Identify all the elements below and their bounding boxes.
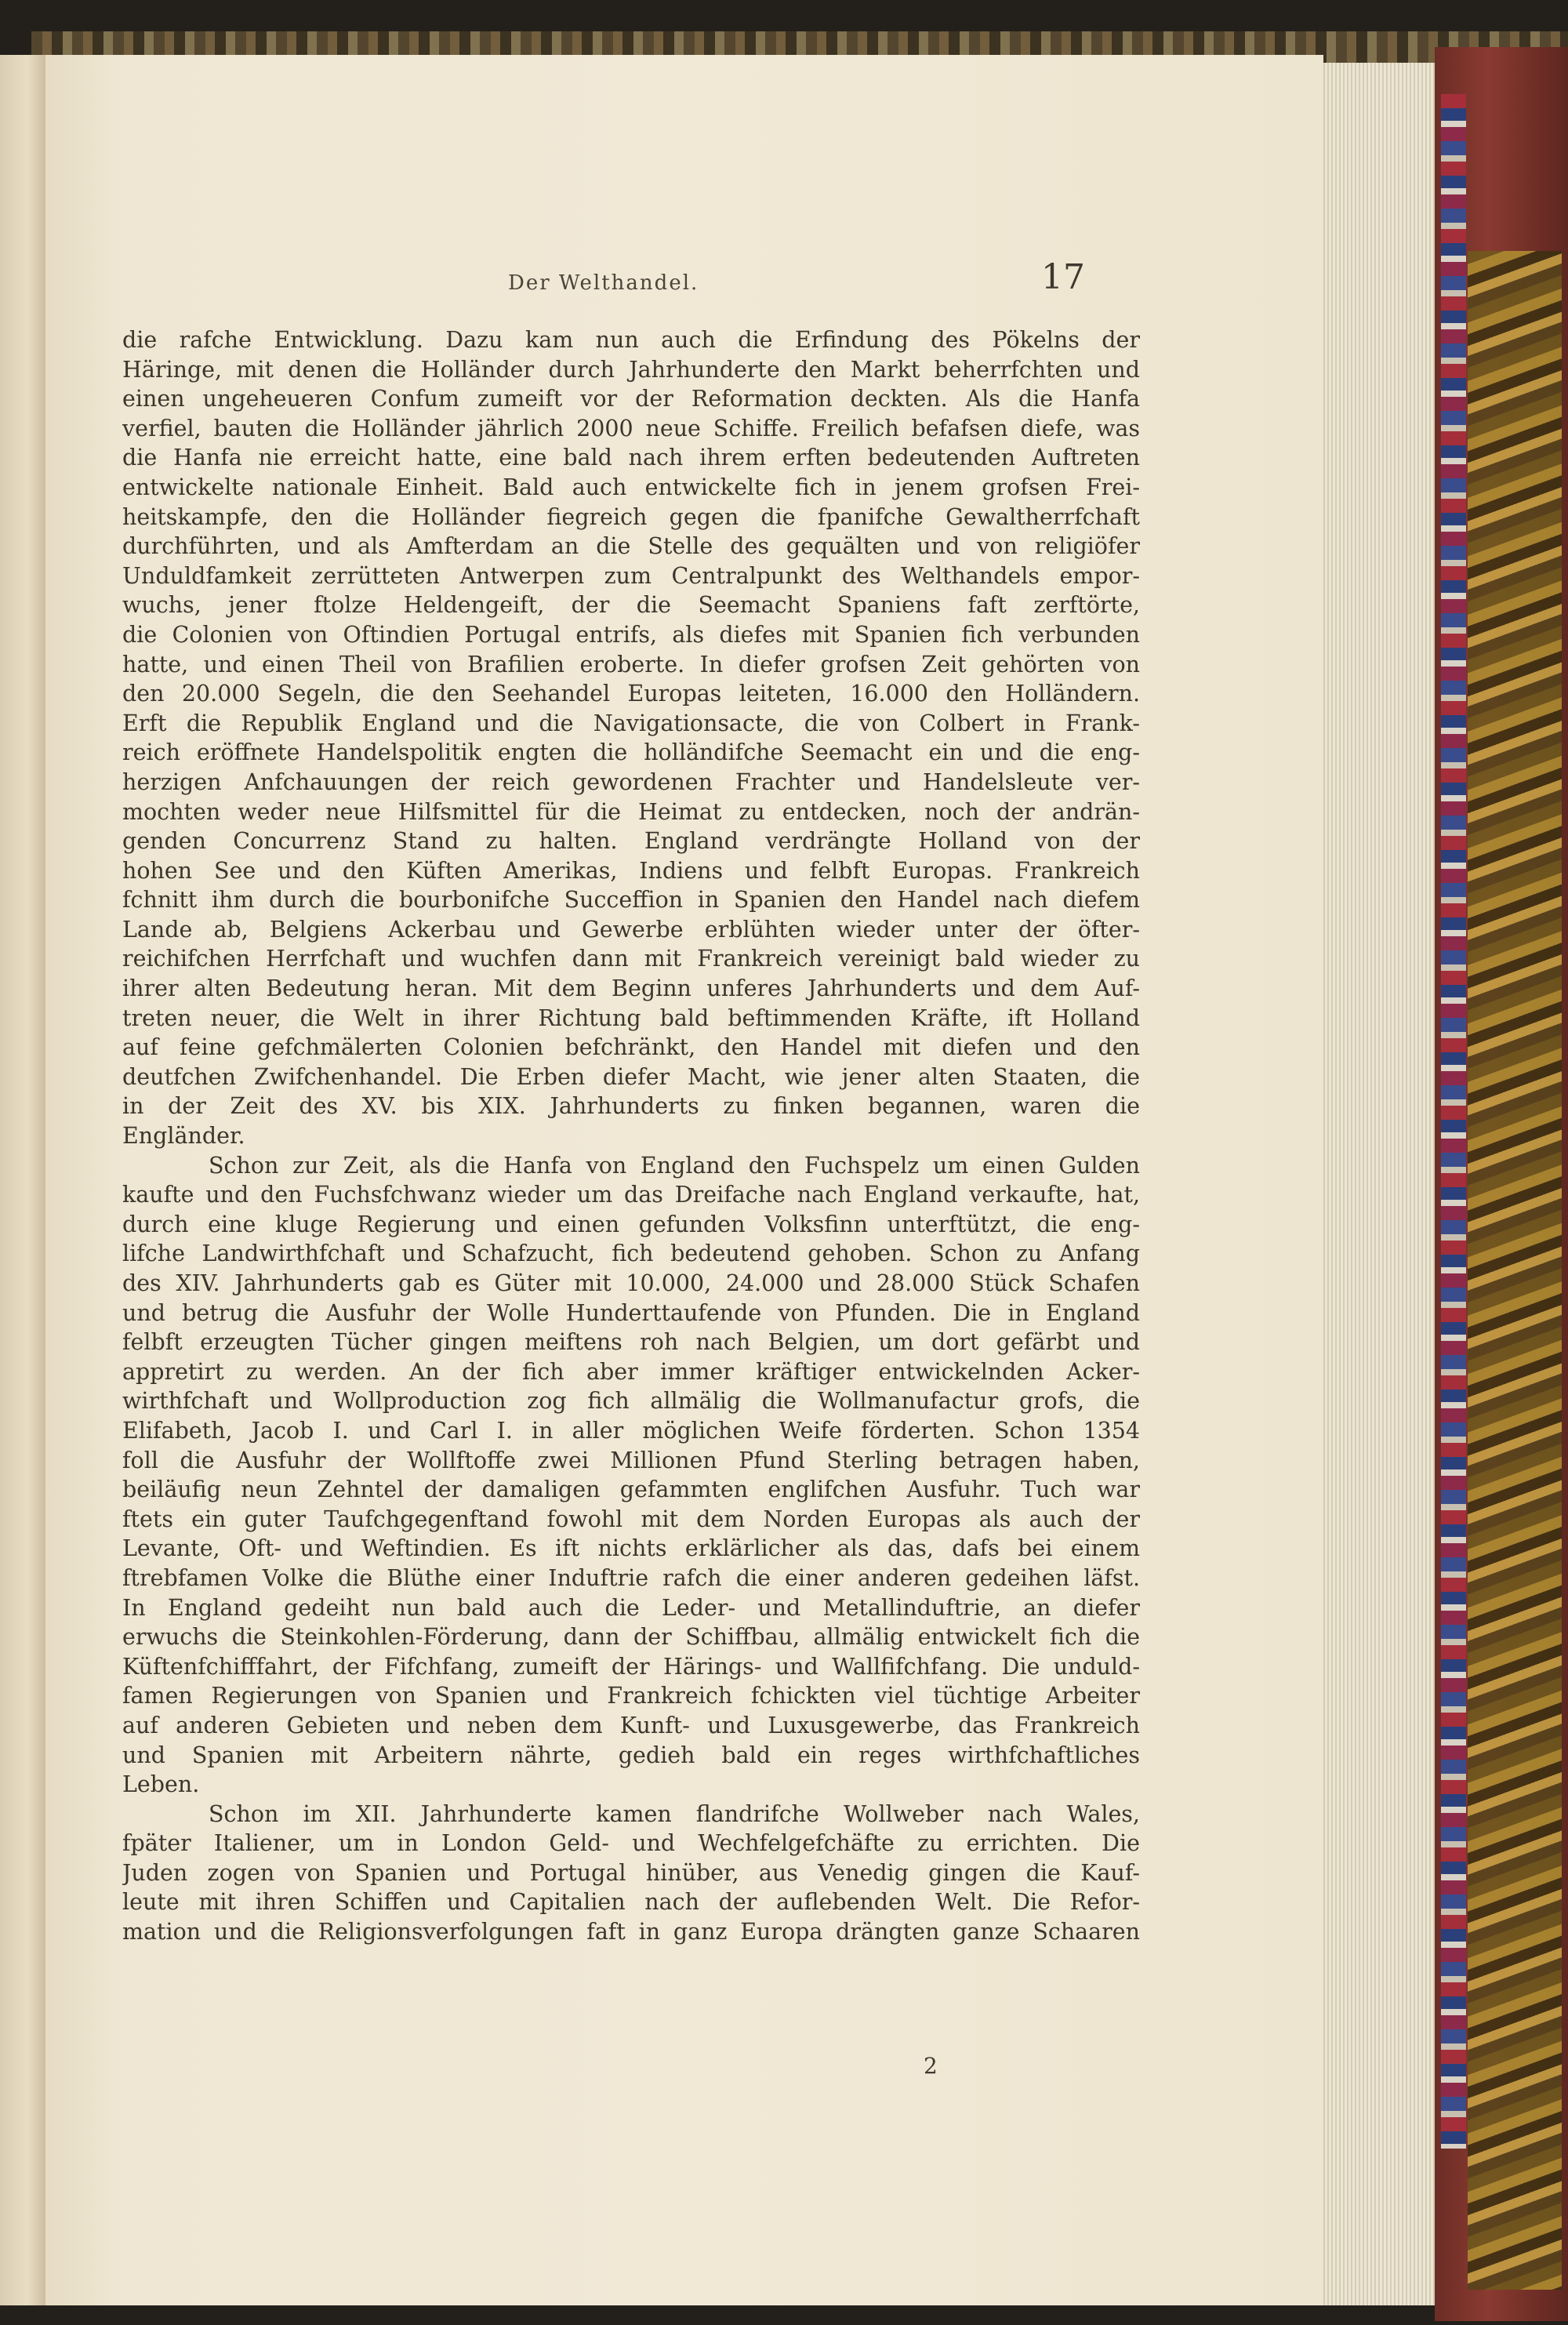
text-line: ihrer alten Bedeutung heran. Mit dem Beginn unferes Jahrhunderts und dem Auf- [122, 975, 1140, 1002]
text-line: verfiel, bauten die Holländer jährlich 2000 neue Schiffe. Freilich befafsen diefe, was [122, 415, 1140, 441]
body-text [122, 325, 1140, 1947]
text-line: wuchs, jener ftolze Heldengeift, der die Seemacht Spaniens faft zerftörte, [122, 592, 1140, 619]
text-line: Elifabeth, Jacob I. und Carl I. in aller möglichen Weife förderten. Schon 1354 [122, 1417, 1140, 1444]
running-head: Der Welthandel. [508, 271, 699, 295]
text-line: herzigen Anfchauungen der reich gewordenen Frachter und Handelsleute ver- [122, 768, 1140, 795]
text-line: In England gedeiht nun bald auch die Leder- und Metallinduftrie, an diefer [122, 1594, 1140, 1621]
left-page-edge [0, 55, 45, 2305]
text-line: felbft erzeugten Tücher gingen meiftens roh nach Belgien, um dort gefärbt und [122, 1329, 1140, 1356]
text-line: die Colonien von Oftindien Portugal entrifs, als diefes mit Spanien fich verbunden [122, 621, 1140, 648]
text-line: Juden zogen von Spanien und Portugal hinüber, aus Venedig gingen die Kauf- [122, 1859, 1140, 1886]
text-line: Erft die Republik England und die Navigationsacte, die von Colbert in Frank- [122, 710, 1140, 736]
text-line: durchführten, und als Amfterdam an die Stelle des gequälten und von religiöfer [122, 533, 1140, 560]
text-line: auf feine gefchmälerten Colonien befchränkt, den Handel mit diefen und den [122, 1034, 1140, 1061]
marbled-endpaper [1441, 94, 1466, 2149]
text-line: beiläufig neun Zehntel der damaligen gefammten englifchen Ausfuhr. Tuch war [122, 1477, 1140, 1503]
text-line: des XIV. Jahrhunderts gab es Güter mit 10.000, 24.000 und 28.000 Stück Schafen [122, 1270, 1140, 1296]
text-line: und betrug die Ausfuhr der Wolle Hunderttaufende von Pfunden. Die in England [122, 1299, 1140, 1326]
text-line: genden Concurrenz Stand zu halten. England verdrängte Holland von der [122, 828, 1140, 855]
text-line: fchnitt ihm durch die bourbonifche Succeffion in Spanien den Handel nach diefem [122, 887, 1140, 914]
text-line: die rafche Entwicklung. Dazu kam nun auch die Erfindung des Pökelns der [122, 327, 1140, 353]
text-line: auf anderen Gebieten und neben dem Kunft- und Luxusgewerbe, das Frankreich [122, 1712, 1140, 1738]
text-line: Schon im XII. Jahrhunderte kamen flandrifche Wollweber nach Wales, [209, 1800, 1140, 1827]
text-line: hatte, und einen Theil von Brafilien eroberte. In diefer grofsen Zeit gehörten von [122, 651, 1140, 678]
text-line: treten neuer, die Welt in ihrer Richtung bald beftimmenden Kräfte, ift Holland [122, 1004, 1140, 1031]
text-line: in der Zeit des XV. bis XIX. Jahrhunderts zu finken begannen, waren die [122, 1093, 1140, 1120]
text-line: Schon zur Zeit, als die Hanfa von England den Fuchspelz um einen Gulden [209, 1152, 1140, 1179]
text-line: Häringe, mit denen die Holländer durch Jahrhunderte den Markt beherrfchten und [122, 356, 1140, 383]
signature-mark: 2 [924, 2053, 938, 2079]
text-line: einen ungeheueren Confum zumeift vor der Reformation deckten. Als die Hanfa [122, 386, 1140, 412]
text-line: reichifchen Herrfchaft und wuchfen dann mit Frankreich vereinigt bald wieder zu [122, 946, 1140, 972]
text-line: wirthfchaft und Wollproduction zog fich allmälig die Wollmanufactur grofs, die [122, 1388, 1140, 1415]
text-line: reich eröffnete Handelspolitik engten die holländifche Seemacht ein und die eng- [122, 739, 1140, 766]
text-line: durch eine kluge Regierung und einen gefunden Volksfinn unterftützt, die eng- [122, 1211, 1140, 1237]
text-line: ftets ein guter Taufchgegenftand fowohl mit dem Norden Europas als auch der [122, 1506, 1140, 1532]
text-line: foll die Ausfuhr der Wollftoffe zwei Millionen Pfund Sterling betragen haben, [122, 1447, 1140, 1473]
text-line: und Spanien mit Arbeitern nährte, gedieh bald ein reges wirthfchaftliches [122, 1742, 1140, 1768]
text-line: mation und die Religionsverfolgungen faft in ganz Europa drängten ganze Schaaren [122, 1919, 1140, 1945]
text-line: Küftenfchifffahrt, der Fifchfang, zumeift der Härings- und Wallfifchfang. Die unduld- [122, 1653, 1140, 1680]
marbled-board [1468, 251, 1562, 2290]
text-line: Engländer. [122, 1123, 245, 1150]
text-line: fpäter Italiener, um in London Geld- und Wechfelgefchäfte zu errichten. Die [122, 1830, 1140, 1857]
page-number: 17 [1041, 257, 1085, 297]
text-line: leute mit ihren Schiffen und Capitalien nach der auflebenden Welt. Die Refor- [122, 1889, 1140, 1916]
text-line: heitskampfe, den die Holländer fiegreich gegen die fpanifche Gewaltherrfchaft [122, 503, 1140, 530]
text-line: Unduldfamkeit zerrütteten Antwerpen zum Centralpunkt des Welthandels empor- [122, 562, 1140, 589]
text-line: die Hanfa nie erreicht hatte, eine bald nach ihrem erften bedeutenden Auftreten [122, 445, 1140, 471]
text-line: kaufte und den Fuchsfchwanz wieder um das Dreifache nach England verkaufte, hat, [122, 1182, 1140, 1208]
text-line: den 20.000 Segeln, die den Seehandel Europas leiteten, 16.000 den Holländern. [122, 681, 1140, 707]
text-line: appretirt zu werden. An der fich aber immer kräftiger entwickelnden Acker- [122, 1358, 1140, 1385]
text-line: Lande ab, Belgiens Ackerbau und Gewerbe erblühten wieder unter der öfter- [122, 916, 1140, 943]
text-line: Levante, Oft- und Weftindien. Es ift nichts erklärlicher als das, dafs bei einem [122, 1535, 1140, 1562]
text-line: ftrebfamen Volke die Blüthe einer Induftrie rafch die einer anderen gedeihen läfst. [122, 1564, 1140, 1591]
text-line: hohen See und den Küften Amerikas, Indiens und felbft Europas. Frankreich [122, 857, 1140, 884]
text-line: mochten weder neue Hilfsmittel für die Heimat zu entdecken, noch der andrän- [122, 798, 1140, 825]
text-line: Leben. [122, 1771, 200, 1798]
text-line: deutfchen Zwifchenhandel. Die Erben diefer Macht, wie jener alten Staaten, die [122, 1063, 1140, 1090]
book-page [45, 55, 1323, 2305]
text-line: famen Regierungen von Spanien und Frankreich fchickten viel tüchtige Arbeiter [122, 1683, 1140, 1709]
text-line: erwuchs die Steinkohlen-Förderung, dann der Schiffbau, allmälig entwickelt fich die [122, 1624, 1140, 1651]
text-line: entwickelte nationale Einheit. Bald auch entwickelte fich in jenem grofsen Frei- [122, 474, 1140, 500]
text-line: lifche Landwirthfchaft und Schafzucht, fich bedeutend gehoben. Schon zu Anfang [122, 1241, 1140, 1267]
